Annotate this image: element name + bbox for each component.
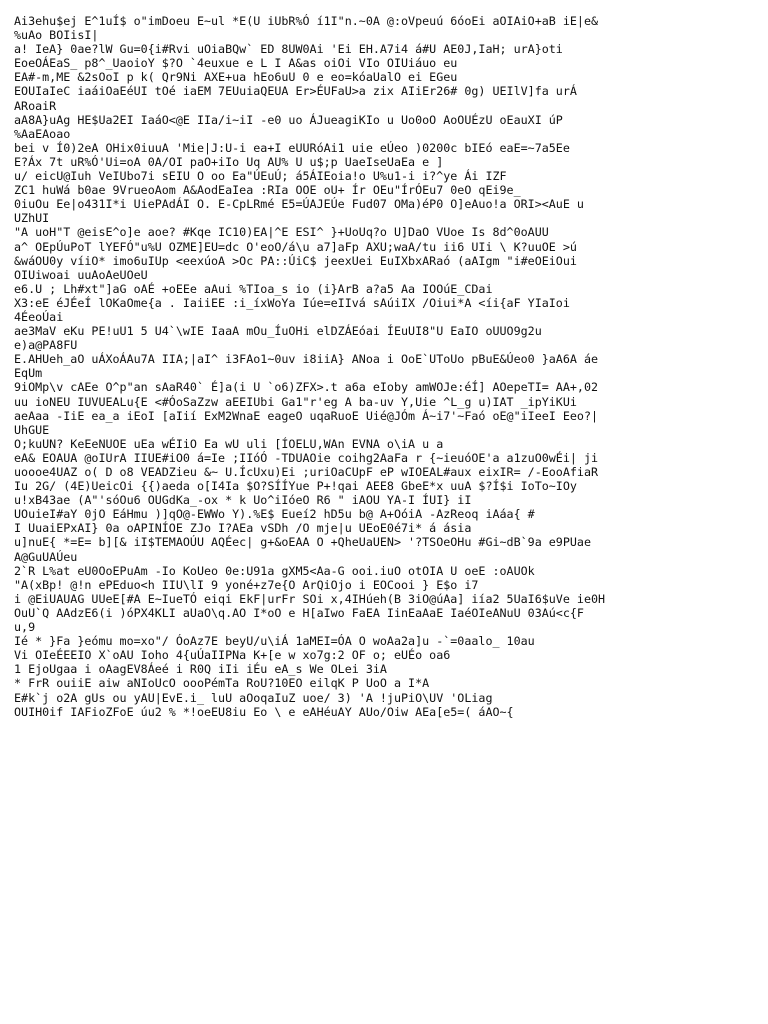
text-line: 1 EjoUgaa i oAagEV8Áeé i R0Q iIi iÉu eA_s We OLei 3iA xyxy=(14,662,387,677)
text-line: &wáOU0y víiO* imo6uIUp <eexúoA >Oc PA::ÚiC$ jeexUei EuIXbxARaó (aAIgm "i#eOEiOui xyxy=(14,253,577,268)
text-line: X3:eE éJÉeÍ lOKaOme{a . IaiiEE :i_íxWoYa Iúe=eIIvá sAúiIX /Oiui*A <íi{aF YIaIoi xyxy=(14,295,570,310)
text-line: EOUIaIeC iaáiOaEéUI tOé iaEM 7EUuiaQEUA Er>ÉUFaU>a zix AIiEr26# 0g) UEIlV]fa urÁ xyxy=(14,84,577,99)
text-line: a! IeA} 0ae?lW Gu=0{i#Rvi uOiaBQw` ED 8UW0Ai 'Ei EH.A7i4 á#U AE0J,IaH; urA}oti xyxy=(14,42,563,57)
text-line: EoeOÁEaS_ p8^_UaoioY $?O `4euxue e L I A&as oiOi VIo OIUiáuo eu xyxy=(14,56,458,71)
text-line: OUIH0if IAFioZFoE úu2 % *!oeEU8iu Eo \ e eAHéuAY AUo/Oiw AEa[e5=( áAO~{ xyxy=(14,704,514,719)
text-line: * FrR ouiiE aiw aNIoUcO oooPémTa RoU?10EO eilqK P UoO a I*A xyxy=(14,676,430,691)
text-line: O;kuUN? KeEeNUOE uEa wÉIiO Ea wU uli [ÍOELU,WAn EVNA o\iA u a xyxy=(14,436,444,451)
text-line: 0iuOu Ee|o431I*i UiePAdÁI O. E-CpLRmé E5=ÚAJEÚe Fud07 OMa)éP0 O]eAuo!a ORI><AuE u xyxy=(14,197,584,212)
text-line: ARoaiR xyxy=(14,98,57,113)
text-line: OIUiwoai uuAoAeUOeU xyxy=(14,267,148,282)
text-line: Iu 2G/ (4E)UeicOi {{)aeda o[I4Ia $O?SÍÍYue P+!qai AEE8 GbeE*x uuA $?Í$i IoTo~IOy xyxy=(14,479,577,494)
text-line: %uAo BOIisI| xyxy=(14,28,99,43)
text-line: eA& EOAUA @oIUrA IIUE#iO0 á=Ie ;IIóÓ -TDUAOie coihg2AaFa r {~ieuóOE'a a1zuO0wÉi| ji xyxy=(14,450,599,465)
text-line: aA8A}uAg HE$Ua2EI IaáO<@E IIa/i~iI -e0 uo ÁJueagiKIo u Uo0oO AoOUÉzU oEauXI úP xyxy=(14,112,563,127)
text-line: E#k`j o2A gUs ou yAU|EvE.i_ luU aOoqaIuZ uoe/ 3) 'A !juPiO\UV 'OLiag xyxy=(14,690,493,705)
text-line: E?Áx 7t uR%Ó'Ui=oA 0A/OI paO+iIo Uq AU% U u$;p UaeIseUaEa e ] xyxy=(14,154,444,169)
text-line: 9iOMp\v cAEe O^p"an sAaR40` É]a(i U `o6)ZFX>.t a6a eIoby amWOJe:éÍ] AOepeTI= AA+,02 xyxy=(14,380,599,395)
text-line: %AaEAoao xyxy=(14,126,71,141)
text-line: Ié * }Fa }eómu mo=xo"/ ÓoAz7E beyU/u\iÁ 1aMEI=ÓA O woAa2a]u -`=0aalo_ 10au xyxy=(14,634,535,649)
text-line: i @EiUAUAG UUeE[#A E~IueTÓ eiqi EkF|urFr SOi x,4IHúeh(B 3iO@úAa] iía2 5UaI6$uVe ie0H xyxy=(14,591,606,606)
text-line: 4ÉeoÚai xyxy=(14,309,64,324)
text-line: UOuieI#aY 0jO EáHmu )]qO@-EWWo Y).%E$ Eueí2 hD5u b@ A+OóiA -AzReoq iAáa{ # xyxy=(14,507,535,522)
text-line: 2`R L%at eU0OoEPuAm -Io KoUeo 0e:U91a gXM5<Aa-G ooi.iuO otOIA U oeE :oAUOk xyxy=(14,563,535,578)
text-line: aeAaa -IiE ea_a iEoI [aIií ExM2WnaE eageO uqaRuoE Uié@JÓm Á~i7'~Faó oE@"iIeeI Eeo?| xyxy=(14,408,599,423)
text-line: UZhUI xyxy=(14,211,50,226)
text-line: E.AHUeh_aO uÁXoÁAu7A IIA;|aI^ i3FAo1~0uv i8iiA} ANoa i OoE`UToUo pBuE&Úeo0 }aA6A áe xyxy=(14,352,599,367)
text-line: A@GuUAÚeu xyxy=(14,549,78,564)
text-line: e)a@PA8FU xyxy=(14,338,78,353)
text-line: EA#-m,ME &2sOoI p k( Qr9Ni AXE+ua hEo6uU 0 e eo=kóaUalO ei EGeu xyxy=(14,70,458,85)
text-line: ZC1 huWá b0ae 9VrueoAom A&AodEaIea :RIa OOE oU+ Ír OEu"ÍrÓEu7 0eO qEi9e_ xyxy=(14,183,521,198)
text-line: uoooe4UAZ o( D o8 VEADZieu &~ U.ÍcUxu)Ei ;uriOaCUpF eP wIOEAL#aux eixIR= /-EooAfiaR xyxy=(14,465,599,479)
text-line: u]nuE{ *=E= b][& iI$TEMAOÚU AQÉec| g+&oEAA O +QheUaUEN> '?TSOeOHu #Gi~dB`9a e9PUae xyxy=(14,535,591,550)
text-line: u/ eicU@Iuh VeIUbo7i sEIU O oo Ea"ÚEuÚ; á5ÁIEoia!o U%u1-i i?^ye Ái IZF xyxy=(14,169,507,184)
text-line: bei v Í0)2eA OHix0iuuA 'Mie|J:U-i ea+I eUURóAi1 uie eÚeo )0200c bIEó eaE=~7a5Ee xyxy=(14,140,570,155)
text-line: Ai3ehu$ej E^1uÍ$ o"imDoeu E~ul *E(U iUbR%Ó í1I"n.~0A @:oVpeuú 6óoEi aOIAiO+aB iE|e& xyxy=(14,14,599,28)
text-line: Vi OIeÉEEIO X`oAU Ioho 4{uÚaIIPNa K+[e w xo7g:2 OF o; eUÉo oa6 xyxy=(14,648,451,663)
text-line: EqUm xyxy=(14,366,43,381)
text-line: I UuaiEPxAI} 0a oAPINÍOE ZJo I?AEa vSDh /O mje|u UEoE0é7i* á ásia xyxy=(14,521,472,536)
document-page xyxy=(14,14,760,719)
text-line: ae3MaV eKu PE!uU1 5 U4`\wIE IaaA mOu_ÍuOHi elDZÁEóai ÍEuUI8"U EaIO oUUO9g2u xyxy=(14,324,542,339)
text-line: a^ OEpÚuPoT lYEFÓ"u%U OZME]EU=dc O'eoO/á\u a7]aFp AXU;waA/tu ii6 UIi \ K?uuOE >ú xyxy=(14,239,577,254)
text-line: u,9 xyxy=(14,620,36,635)
text-line: u!xB43ae (A"'sóOu6 OUGdKa_-ox * k Uo^iIóeO R6 " iAOU YA-I ÍUI} iI xyxy=(14,493,472,508)
text-line: UhGUE xyxy=(14,422,50,437)
text-line: "A(xBp! @!n ePEduo<h IIU\lI 9 yoné+z7e{O ArQiOjo i EOCooi } E$o i7 xyxy=(14,577,479,592)
text-line: "A uoH"T @eisE^o]e aoe? #Kqe IC10)EA|^E ESI^ }+UoUq?o U]DaO VUoe Is 8d^0oAUU xyxy=(14,225,549,240)
text-line: OuU`Q AAdzE6(i )óPX4KLI aUaO\q.AO I*oO e H[aIwo FaEA IinEaAaE IaéOIeANuU 03Aú<c{F xyxy=(14,605,584,620)
text-line: e6.U ; Lh#xt"]aG oAÉ +oEEe aAui %TIoa_s io (i}ArB a?a5 Aa IOOúE_CDai xyxy=(14,281,493,296)
text-line: uu ioNEU IUVUEALu{E <#ÓoSaZzw aEEIUbi Ga1"r'eg A ba-uv Y,Uie ^L_g u)IAT _ipYiKUi xyxy=(14,394,577,409)
